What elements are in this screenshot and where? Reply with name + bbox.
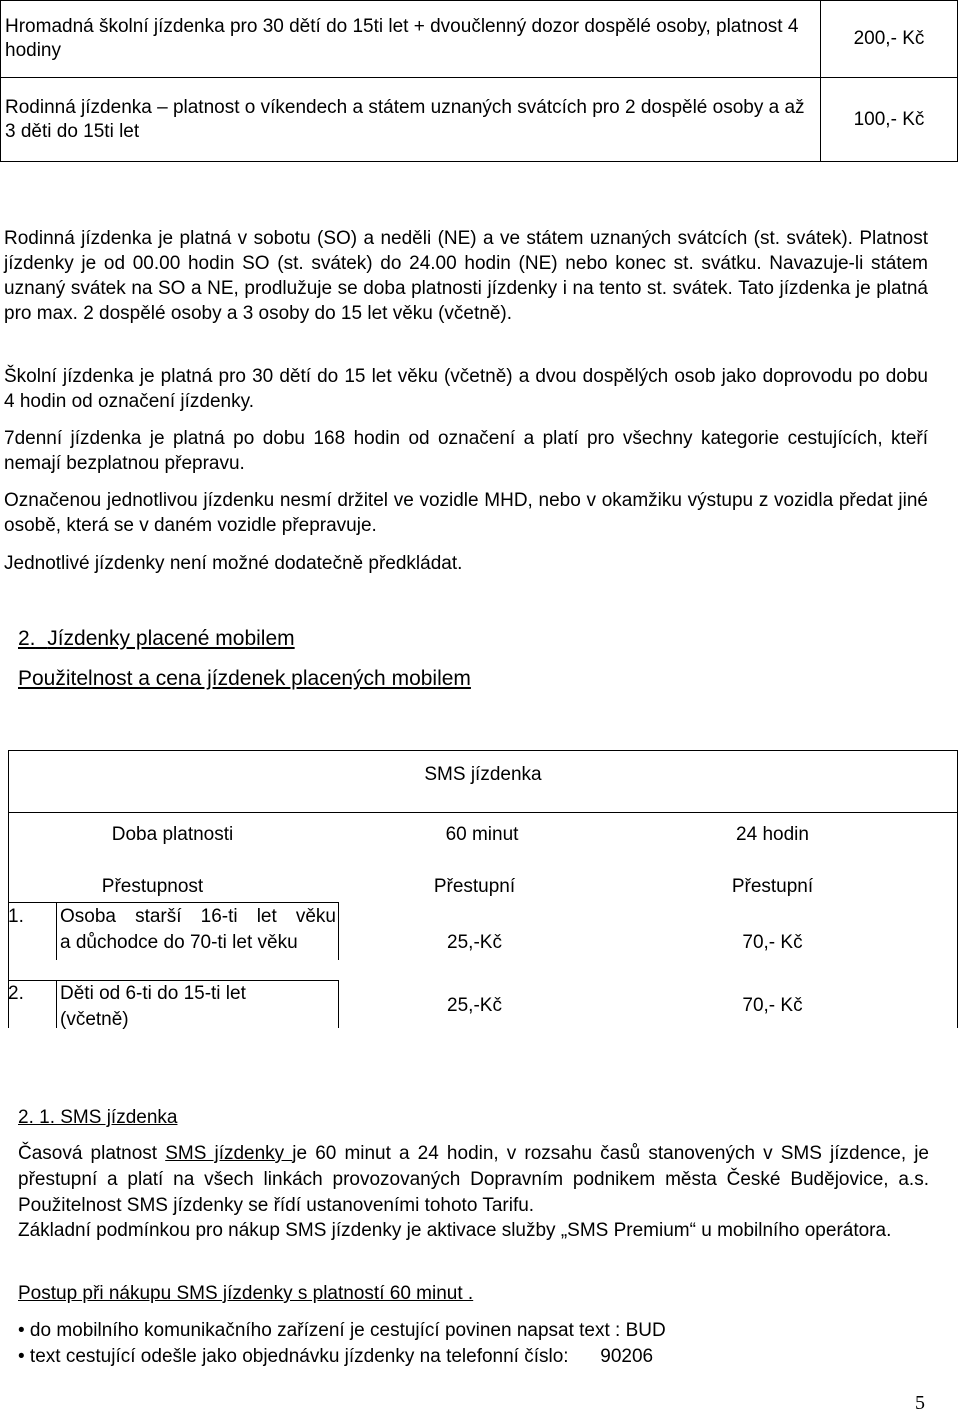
sms-table-header: SMS jízdenka <box>424 764 542 785</box>
section-title: Jízdenky placené mobilem <box>47 627 295 650</box>
transfer-60: Přestupní <box>433 876 516 897</box>
table-row <box>1 78 958 162</box>
row-desc-line: Děti od 6-ti do 15-ti let <box>60 983 246 1004</box>
table-row <box>1 1 958 78</box>
validity-label: Doba platnosti <box>111 824 234 845</box>
purchase-steps <box>18 1318 938 1370</box>
price-24: 70,- Kč <box>742 932 803 953</box>
row-number: 1. <box>8 906 24 927</box>
validity-60: 60 minut <box>445 824 519 845</box>
price-60: 25,-Kč <box>447 995 502 1016</box>
fare-price: 200,- Kč <box>821 1 958 78</box>
paragraph-sms-premium: Základní podmínkou pro nákup SMS jízdenky je aktivace služby „SMS Premium“ u mobilního operátora. <box>18 1220 892 1241</box>
section-subtitle: Použitelnost a cena jízdenek placených mobilem <box>18 667 471 690</box>
page-number: 5 <box>915 1392 925 1414</box>
section-heading <box>18 626 295 652</box>
paragraph-family-ticket: Rodinná jízdenka je platná v sobotu (SO) a neděli (NE) a ve státem uznaných svátcích (st. svátek). Platnost jízdenky je od 00.00 hodin SO (st. svátek) do 24.00 hodin (NE) nebo konec st. svátku. Navazuje-li státem uznaný svátek na SO a NE, prodlužuje se doba platnosti jízdenky i na tento st. svátek. Tato jízdenka je platná pro max. 2 dospělé osoby a 3 osoby do 15 let věku (včetně). <box>4 228 928 324</box>
paragraph-single-ticket: Označenou jednotlivou jízdenku nesmí držitel ve vozidle MHD, nebo v okamžiku výstupu z vozidla předat jiné osobě, která se v daném vozidle přepravuje. <box>4 490 928 536</box>
price-24: 70,- Kč <box>742 995 803 1016</box>
transfer-24: Přestupní <box>731 876 814 897</box>
paragraph-no-late: Jednotlivé jízdenky není možné dodatečně předkládat. <box>4 553 463 574</box>
list-item: • do mobilního komunikačního zařízení je cestující povinen napsat text : BUD <box>18 1320 666 1341</box>
price-60: 25,-Kč <box>447 932 502 953</box>
purchase-procedure-heading: Postup při nákupu SMS jízdenky s platností 60 minut . <box>18 1283 474 1304</box>
list-item: • text cestující odešle jako objednávku jízdenky na telefonní číslo: 90206 <box>18 1346 654 1367</box>
fare-desc: Rodinná jízdenka – platnost o víkendech a státem uznaných svátcích pro 2 dospělé osoby a až 3 děti do 15ti let <box>1 78 821 162</box>
fare-table <box>0 0 958 162</box>
validity-24: 24 hodin <box>736 824 809 845</box>
subsection-heading: 2. 1. SMS jízdenka <box>18 1107 178 1128</box>
row-number: 2. <box>8 983 24 1004</box>
paragraph-sms-validity: Časová platnost SMS jízdenky je 60 minut a 24 hodin, v rozsahu časů stanovených v SMS jízdence, je přestupní a platí na všech linkách provozovaných Dopravním podnikem města České Budějovice, a.s. Použitelnost SMS jízdenky se řídí ustanoveními tohoto Tarifu. <box>18 1143 929 1216</box>
paragraph-school-ticket: Školní jízdenka je platná pro 30 dětí do 15 let věku (včetně) a dvou dospělých osob jako doprovodu po dobu 4 hodin od označení jízdenky. <box>4 366 928 412</box>
row-desc-line: (včetně) <box>60 1009 129 1030</box>
transfer-label: Přestupnost <box>101 876 204 897</box>
paragraph-7day-ticket: 7denní jízdenka je platná po dobu 168 hodin od označení a platí pro všechny kategorie cestujících, kteří nemají bezplatnou přepravu. <box>4 428 928 474</box>
fare-price: 100,- Kč <box>821 78 958 162</box>
row-desc-line: Osoba starší 16-ti let věku <box>60 906 336 927</box>
section-number: 2. <box>18 627 36 650</box>
fare-desc: Hromadná školní jízdenka pro 30 dětí do 15ti let + dvoučlenný dozor dospělé osoby, platnost 4 hodiny <box>1 1 821 78</box>
sms-ticket-link: SMS jízdenky <box>165 1143 293 1164</box>
row-desc-line: a důchodce do 70-ti let věku <box>60 932 298 953</box>
